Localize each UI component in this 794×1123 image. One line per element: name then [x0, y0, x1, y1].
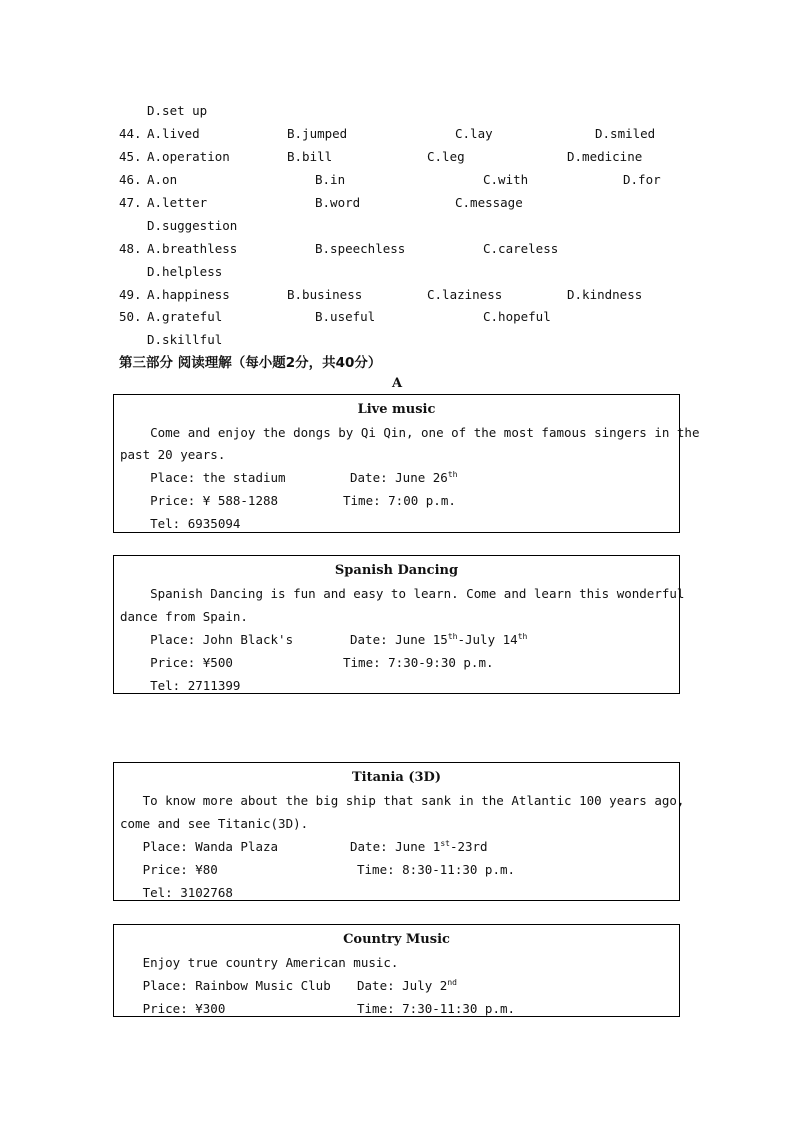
ad-place: Place: Wanda Plaza [120, 839, 279, 854]
ad-description: To know more about the big ship that sank in the Atlantic 100 years ago, [120, 793, 685, 808]
ad-description-cont: past 20 years. [120, 447, 226, 462]
option-47-d: D.suggestion [147, 218, 238, 233]
ad-description: Enjoy true country American music. [120, 955, 399, 970]
passage-label: A [391, 376, 403, 391]
ad-date: Date: June 26th [350, 470, 458, 485]
ad-tel: Tel: 6935094 [120, 516, 241, 531]
option-50-a: A.grateful [147, 309, 223, 324]
ad-place: Place: Rainbow Music Club [120, 978, 331, 993]
ad-box-spanish-dancing [113, 555, 685, 694]
ad-description-cont: come and see Titanic(3D). [120, 816, 309, 831]
ad-box-live-music [113, 394, 700, 533]
ad-time: Time: 7:00 p.m. [343, 493, 456, 508]
ad-time: Time: 7:30-9:30 p.m. [343, 655, 494, 670]
option-49-a: A.happiness [147, 287, 230, 302]
ad-price: Price: ¥ 588-1288 [120, 493, 279, 508]
ad-title: Titania (3D) [351, 770, 441, 785]
option-45-a: A.operation [147, 149, 230, 164]
option-49-b: B.business [287, 287, 363, 302]
option-50-b: B.useful [315, 309, 376, 324]
option-45-d: D.medicine [567, 149, 643, 164]
ad-box-country-music [113, 924, 680, 1017]
option-46-a: A.on [147, 172, 178, 187]
option-47-b: B.word [315, 195, 361, 210]
option-44-c: C.lay [455, 126, 493, 141]
question-number-46: 46. [119, 172, 142, 187]
option-44-b: B.jumped [287, 126, 348, 141]
ad-place: Place: John Black's [120, 632, 294, 647]
question-number-45: 45. [119, 149, 142, 164]
ad-box-titania [113, 762, 685, 901]
ad-title: Country Music [343, 932, 450, 947]
question-number-50: 50. [119, 309, 142, 324]
ad-price: Price: ¥80 [120, 862, 218, 877]
ad-place: Place: the stadium [120, 470, 286, 485]
ad-title: Live music [357, 402, 436, 417]
ad-time: Time: 8:30-11:30 p.m. [357, 862, 516, 877]
option-46-d: D.for [623, 172, 661, 187]
ad-date: Date: June 15th-July 14th [350, 632, 528, 647]
question-number-47: 47. [119, 195, 142, 210]
ad-price: Price: ¥300 [120, 1001, 226, 1016]
option-47-a: A.letter [147, 195, 208, 210]
option-50-d: D.skillful [147, 332, 223, 347]
option-43-d: D.set up [147, 103, 208, 118]
option-50-c: C.hopeful [483, 309, 551, 324]
ad-description: Spanish Dancing is fun and easy to learn. Come and learn this wonderful [120, 586, 685, 601]
ad-title: Spanish Dancing [334, 563, 459, 578]
ad-description: Come and enjoy the dongs by Qi Qin, one of the most famous singers in the [120, 425, 700, 440]
ad-date: Date: June 1st-23rd [350, 839, 488, 854]
ad-tel: Tel: 3102768 [120, 885, 233, 900]
option-44-d: D.smiled [595, 126, 656, 141]
option-46-b: B.in [315, 172, 346, 187]
option-48-d: D.helpless [147, 264, 223, 279]
ad-description-cont: dance from Spain. [120, 609, 248, 624]
option-44-a: A.lived [147, 126, 200, 141]
option-48-b: B.speechless [315, 241, 406, 256]
ad-price: Price: ¥500 [120, 655, 233, 670]
option-49-d: D.kindness [567, 287, 643, 302]
ad-date: Date: July 2nd [357, 978, 457, 993]
section-heading: 第三部分 阅读理解（每小题2分，共40分） [119, 355, 382, 371]
option-49-c: C.laziness [427, 287, 503, 302]
ad-tel: Tel: 2711399 [120, 678, 241, 693]
option-45-c: C.leg [427, 149, 465, 164]
option-47-c: C.message [455, 195, 523, 210]
option-48-c: C.careless [483, 241, 559, 256]
option-46-c: C.with [483, 172, 529, 187]
option-45-b: B.bill [287, 149, 333, 164]
option-48-a: A.breathless [147, 241, 238, 256]
question-number-48: 48. [119, 241, 142, 256]
ad-time: Time: 7:30-11:30 p.m. [357, 1001, 516, 1016]
question-number-44: 44. [119, 126, 142, 141]
question-number-49: 49. [119, 287, 142, 302]
